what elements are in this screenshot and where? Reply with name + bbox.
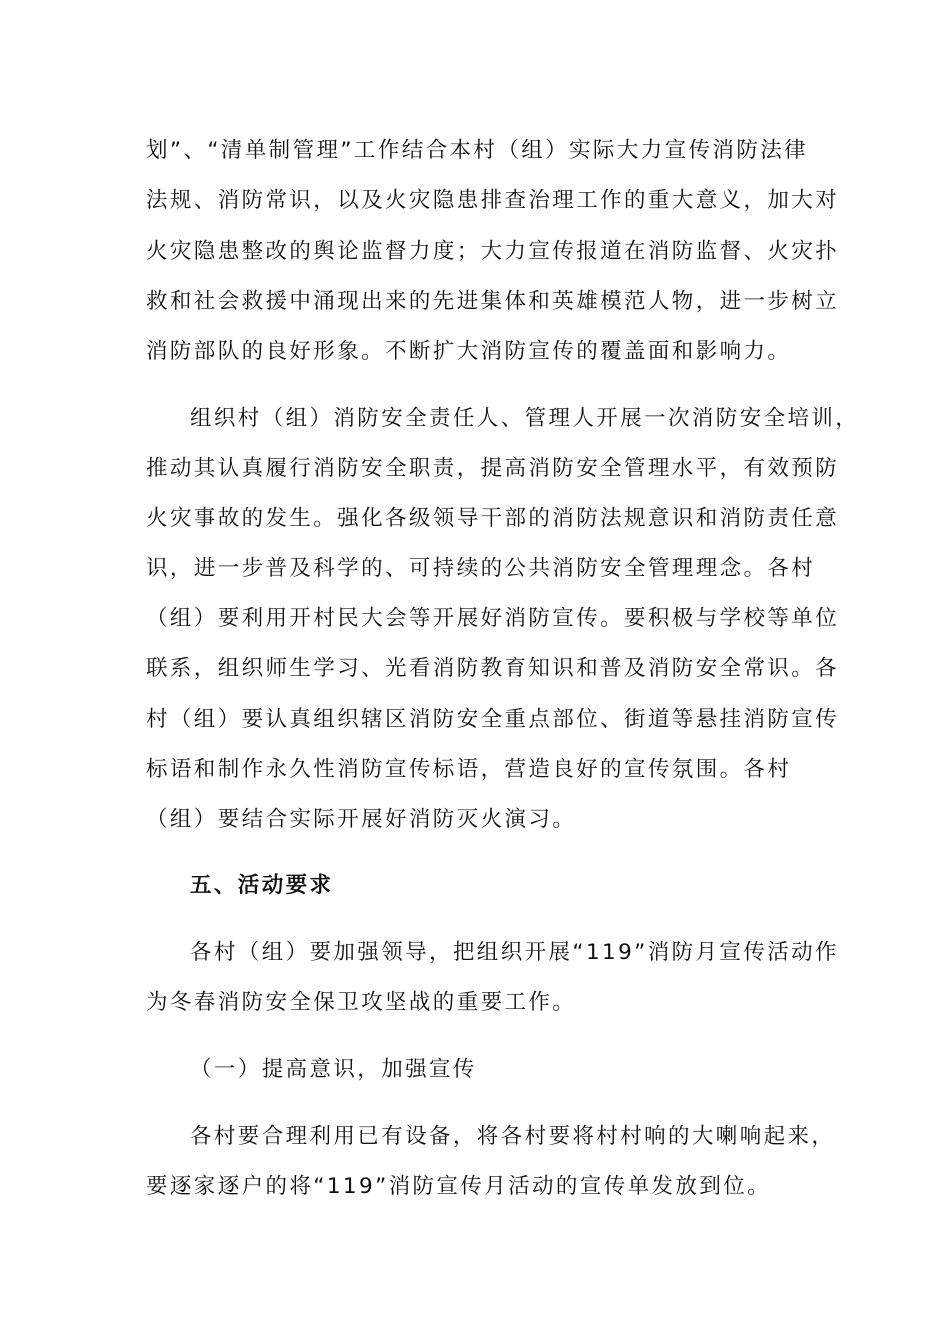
paragraph-4-line-1: 各村要合理利用已有设备，将各村要将村村响的大喇响起来， <box>190 1124 836 1149</box>
paragraph-2-line-4: 识，进一步普及科学的、可持续的公共消防安全管理理念。各村 <box>146 556 816 581</box>
paragraph-2-line-1: 组织村（组）消防安全责任人、管理人开展一次消防安全培训， <box>190 406 860 431</box>
paragraph-2-line-8: 标语和制作永久性消防宣传标语，营造良好的宣传氛围。各村 <box>146 757 792 782</box>
paragraph-1-line-5: 消防部队的良好形象。不断扩大消防宣传的覆盖面和影响力。 <box>146 339 792 364</box>
paragraph-3-line-1: 各村（组）要加强领导，把组织开展“119”消防月宣传活动作 <box>190 940 839 965</box>
subheading: （一）提高意识，加强宣传 <box>190 1057 477 1082</box>
paragraph-1-line-3: 火灾隐患整改的舆论监督力度；大力宣传报道在消防监督、火灾扑 <box>146 239 840 264</box>
section-heading: 五、活动要求 <box>190 873 334 898</box>
paragraph-3-line-2: 为冬春消防安全保卫攻坚战的重要工作。 <box>146 990 577 1015</box>
paragraph-1-line-2: 法规、消防常识，以及火灾隐患排查治理工作的重大意义，加大对 <box>146 188 840 213</box>
paragraph-2-line-9: （组）要结合实际开展好消防灭火演习。 <box>146 807 577 832</box>
paragraph-2-line-5: （组）要利用开村民大会等开展好消防宣传。要积极与学校等单位 <box>146 606 840 631</box>
paragraph-2-line-6: 联系，组织师生学习、光看消防教育知识和普及消防安全常识。各 <box>146 656 840 681</box>
paragraph-1-line-1: 划”、“清单制管理”工作结合本村（组）实际大力宣传消防法律 <box>146 138 809 163</box>
paragraph-2-line-2: 推动其认真履行消防安全职责，提高消防安全管理水平，有效预防 <box>146 456 840 481</box>
paragraph-4-line-2: 要逐家逐户的将“119”消防宣传月活动的宣传单发放到位。 <box>146 1174 772 1199</box>
paragraph-1-line-4: 救和社会救援中涌现出来的先进集体和英雄模范人物，进一步树立 <box>146 289 840 314</box>
paragraph-2-line-7: 村（组）要认真组织辖区消防安全重点部位、街道等悬挂消防宣传 <box>146 707 840 732</box>
paragraph-2-line-3: 火灾事故的发生。强化各级领导干部的消防法规意识和消防责任意 <box>146 506 840 531</box>
